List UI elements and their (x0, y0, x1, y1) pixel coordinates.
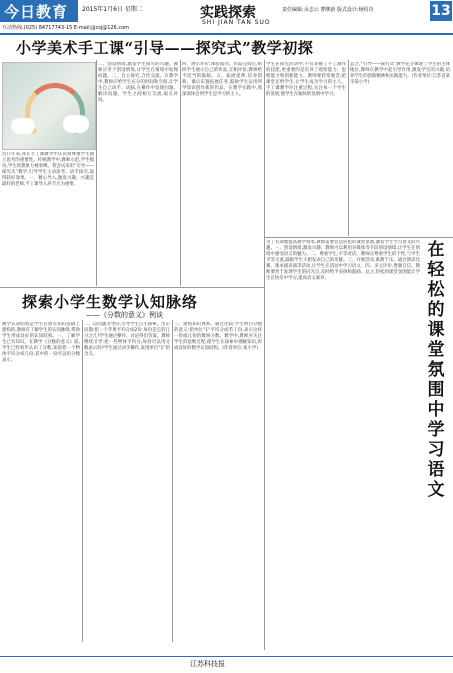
column-divider (180, 60, 181, 286)
column-divider (348, 60, 349, 236)
paper-rainbow-craft (25, 83, 85, 143)
article2-column-1: 数学认知结构是学生在原有知识基础上建构的,教师应了解学生的认知脉络,帮助学生形成良好的认知结构。一、了解学生已有知识。在教学《分数的意义》前,学生已经初步认识了分数,知道把一个物体平均分成几份,其中的一份可以用分数表示。 (2, 322, 80, 363)
article2-subheadline: ——《分数的意义》例谈 (86, 311, 163, 319)
header-rule (0, 33, 453, 35)
column-divider (96, 60, 97, 286)
article2-column-2: 二、以问题为导向,引导学生自主探索。出示问题:把一个苹果平均分成2份,每份是它的几分之几?学生通过操作、讨论得出答案。教师继续引导:把一些物体平均分,每份可以用分数表示吗?学生通过动手操作,发现单位“1”的含义。 (84, 322, 170, 357)
section-divider (264, 237, 453, 238)
section-pinyin: SHI JIAN TAN SUO (202, 19, 271, 26)
section-divider (0, 287, 264, 288)
article1-column-3: 四、展示评价,体验成功。作品完成后,组织学生展示自己的作品,互相评价,教师给予适当的鼓励。五、拓展延伸,培养创新。课后布置拓展任务,鼓励学生运用所学知识创作新的作品。在教学实践中,我深深体会到学生是学习的主人。 (182, 62, 262, 97)
column-divider (264, 60, 265, 650)
masthead-logo-text: 今日教育 (4, 3, 69, 21)
article1-column-1: 近几年来,我在手工课教学中认识到尊重学生独立思考的重要性。传统教学中,教师示范,学生模仿,学生的想象力被束缚。我尝试采用“引导——探究式”教学,引导学生主动思考、动手探究,取得较好效果。一、精心导入,激发兴趣。兴趣是最好的老师,手工课导入环节尤为重要。 (2, 152, 94, 187)
column-divider (172, 320, 173, 642)
editor-credits: 责任编辑:余志云 曹继新 版式设计:杨绍奇 (282, 7, 374, 13)
contact-line: 互动热线:(025) 84717743-15 E-mail:jjjcsj@126.com (2, 25, 130, 31)
masthead-logo (0, 0, 78, 22)
article1-column-5: 总之,“引导——探究式”教学充分体现了学生的主体地位,教师在教学中起引导作用,激发学生的兴趣,培养学生的创新精神和实践能力。(作者单位:江苏省某市某小学) (350, 62, 450, 85)
paper-cloud-left (11, 118, 35, 134)
article1-photo (2, 62, 96, 150)
article2-column-3: 三、建构知识体系。通过比较,学生明白分数的意义:把单位“1”平均分成若干份,表示这样一份或几份的数叫分数。教学中,教师应关注学生的思维过程,使学生在探索中理解知识,形成良好的数学认知结构。(作者单位:某小学) (174, 322, 262, 351)
article1-headline: 小学美术手工课“引导——探究式”教学初探 (16, 39, 314, 57)
article2-headline: 探索小学生数学认知脉络 (22, 293, 199, 311)
paper-cloud-right (63, 115, 89, 133)
article1-column-2: 二、创设情境,激发学生探究的兴趣。教师应善于创设情境,让学生在情境中发现问题。三、自主探究,合作交流。在教学中,教师应给学生充分的时间和空间,让学生自己动手、动脑,在操作中发现问题、解决问题。学生之间相互交流,取长补短。 (98, 62, 178, 103)
article3-vertical-title: 在轻松的课堂氛围中学习语文 (427, 240, 445, 500)
section-title: 实践探索 (200, 5, 256, 21)
article1-column-4: 学生在探究活动中,不仅掌握了手工制作的技能,更重要的是培养了观察能力、思维能力和创新能力。教师要转变观念,把课堂还给学生,让学生成为学习的主人。手工课教学应注重过程,关注每一个学生的发展,使学生在愉快的氛围中学习。 (266, 62, 346, 97)
issue-date: 2015年1月6日 星期二 (82, 6, 143, 13)
article3-body: 为了有效地提高教学效率,教师需要营造轻松的课堂氛围,激发学生学习语文的兴趣。一、创设情境,激发兴趣。教师可以利用多媒体等手段创设情境,让学生在情境中感受语言的魅力。二、尊重学生,平等对话。教师应尊重学生的个性,与学生平等交流,鼓励学生大胆发表自己的见解。三、开展活动,寓教于乐。通过朗读比赛、课本剧表演等活动,让学生在活动中学习语文。四、多元评价,增强自信。教师要善于发现学生的闪光点,及时给予表扬和鼓励。总之,轻松的课堂氛围能让学生在快乐中学习,提高语文素养。 (266, 240, 420, 281)
page-number-badge: 13 (431, 3, 451, 19)
footer-credit: 江苏科技报 (190, 660, 225, 668)
footer-rule (0, 656, 453, 657)
column-divider (82, 320, 83, 642)
